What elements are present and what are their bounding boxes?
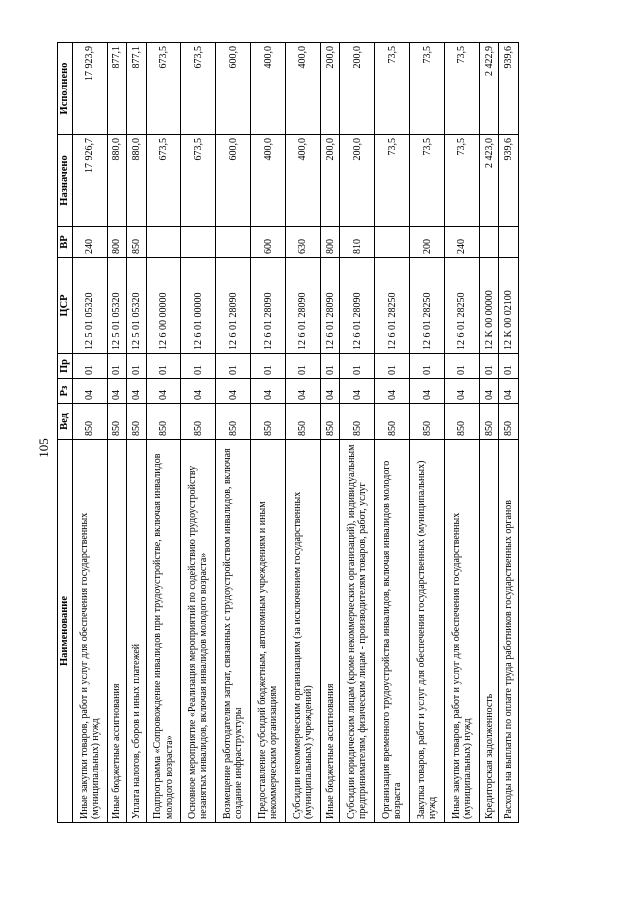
cell-pr: 01 bbox=[107, 354, 126, 379]
cell-executed: 400,0 bbox=[286, 43, 321, 135]
cell-pr: 01 bbox=[445, 354, 480, 379]
cell-assigned: 673,5 bbox=[146, 135, 181, 227]
cell-rz: 04 bbox=[127, 379, 146, 404]
col-header-pr: Пр bbox=[58, 354, 73, 379]
cell-name: Предоставление субсидий бюджетным, автономным учреждениям и иным некоммерческим организациям bbox=[251, 440, 286, 823]
cell-assigned: 600,0 bbox=[216, 135, 251, 227]
cell-name: Возмещение работодателям затрат, связанных с трудоустройством инвалидов, включая создание инфраструктуры bbox=[216, 440, 251, 823]
cell-assigned: 400,0 bbox=[251, 135, 286, 227]
cell-name: Уплата налогов, сборов и иных платежей bbox=[127, 440, 146, 823]
cell-pr: 01 bbox=[181, 354, 216, 379]
table-row bbox=[146, 43, 181, 823]
cell-ved: 850 bbox=[479, 404, 498, 440]
cell-ved: 850 bbox=[320, 404, 339, 440]
cell-ved: 850 bbox=[251, 404, 286, 440]
table-row bbox=[320, 43, 339, 823]
cell-assigned: 73,5 bbox=[410, 135, 445, 227]
col-header-vr: ВР bbox=[58, 227, 73, 258]
cell-vr: 240 bbox=[445, 227, 480, 258]
cell-ved: 850 bbox=[216, 404, 251, 440]
cell-pr: 01 bbox=[410, 354, 445, 379]
cell-vr bbox=[479, 227, 498, 258]
cell-executed: 73,5 bbox=[445, 43, 480, 135]
table-row bbox=[375, 43, 410, 823]
cell-executed: 877,1 bbox=[107, 43, 126, 135]
cell-assigned: 200,0 bbox=[340, 135, 375, 227]
cell-executed: 673,5 bbox=[181, 43, 216, 135]
table-header-row bbox=[58, 43, 73, 823]
col-header-ved: Вед bbox=[58, 404, 73, 440]
cell-pr: 01 bbox=[251, 354, 286, 379]
cell-vr bbox=[216, 227, 251, 258]
col-header-rz: Рз bbox=[58, 379, 73, 404]
cell-name: Организация временного трудоустройства инвалидов, включая инвалидов молодого возраста bbox=[375, 440, 410, 823]
cell-csr: 12 6 01 28090 bbox=[251, 258, 286, 354]
cell-ved: 850 bbox=[181, 404, 216, 440]
col-header-name: Наименование bbox=[58, 440, 73, 823]
cell-name: Субсидии юридическим лицам (кроме некоммерческих организаций), индивидуальным предпринимателям, физическим лицам - производителям товаров, работ, услуг bbox=[340, 440, 375, 823]
cell-pr: 01 bbox=[146, 354, 181, 379]
cell-csr: 12 6 01 28090 bbox=[286, 258, 321, 354]
table-row bbox=[251, 43, 286, 823]
cell-pr: 01 bbox=[127, 354, 146, 379]
cell-vr: 200 bbox=[410, 227, 445, 258]
cell-pr: 01 bbox=[479, 354, 498, 379]
cell-ved: 850 bbox=[499, 404, 519, 440]
cell-executed: 73,5 bbox=[375, 43, 410, 135]
cell-ved: 850 bbox=[72, 404, 107, 440]
cell-pr: 01 bbox=[320, 354, 339, 379]
cell-rz: 04 bbox=[146, 379, 181, 404]
cell-csr: 12 5 01 05320 bbox=[127, 258, 146, 354]
cell-vr bbox=[375, 227, 410, 258]
cell-ved: 850 bbox=[127, 404, 146, 440]
cell-csr: 12 6 00 00000 bbox=[146, 258, 181, 354]
cell-name: Иные бюджетные ассигнования bbox=[320, 440, 339, 823]
cell-executed: 939,6 bbox=[499, 43, 519, 135]
cell-name: Основное мероприятие «Реализация мероприятий по содействию трудоустройству незанятых инвалидов, включая инвалидов молодого возраста» bbox=[181, 440, 216, 823]
table-row bbox=[410, 43, 445, 823]
table-row bbox=[181, 43, 216, 823]
cell-assigned: 73,5 bbox=[445, 135, 480, 227]
cell-name: Иные закупки товаров, работ и услуг для обеспечения государственных (муниципальных) нужд bbox=[72, 440, 107, 823]
cell-rz: 04 bbox=[216, 379, 251, 404]
cell-assigned: 73,5 bbox=[375, 135, 410, 227]
cell-assigned: 200,0 bbox=[320, 135, 339, 227]
cell-ved: 850 bbox=[410, 404, 445, 440]
cell-name: Закупка товаров, работ и услуг для обеспечения государственных (муниципальных) нужд bbox=[410, 440, 445, 823]
page-number: 105 bbox=[35, 438, 51, 458]
cell-csr: 12 6 01 00000 bbox=[181, 258, 216, 354]
cell-rz: 04 bbox=[181, 379, 216, 404]
col-header-executed: Исполнено bbox=[58, 43, 73, 135]
cell-rz: 04 bbox=[375, 379, 410, 404]
cell-vr bbox=[181, 227, 216, 258]
cell-name: Подпрограмма «Сопровождение инвалидов при трудоустройстве, включая инвалидов молодого возраста» bbox=[146, 440, 181, 823]
cell-rz: 04 bbox=[107, 379, 126, 404]
cell-rz: 04 bbox=[479, 379, 498, 404]
cell-assigned: 939,6 bbox=[499, 135, 519, 227]
cell-csr: 12 K 00 00000 bbox=[479, 258, 498, 354]
cell-name: Иные закупки товаров, работ и услуг для обеспечения государственных (муниципальных) нужд bbox=[445, 440, 480, 823]
cell-rz: 04 bbox=[320, 379, 339, 404]
cell-ved: 850 bbox=[146, 404, 181, 440]
cell-executed: 877,1 bbox=[127, 43, 146, 135]
cell-vr: 850 bbox=[127, 227, 146, 258]
table-row bbox=[340, 43, 375, 823]
table-row bbox=[127, 43, 146, 823]
cell-pr: 01 bbox=[499, 354, 519, 379]
table-row bbox=[107, 43, 126, 823]
cell-name: Кредиторская задолженность bbox=[479, 440, 498, 823]
cell-executed: 200,0 bbox=[320, 43, 339, 135]
cell-rz: 04 bbox=[445, 379, 480, 404]
cell-rz: 04 bbox=[286, 379, 321, 404]
cell-ved: 850 bbox=[107, 404, 126, 440]
cell-vr: 600 bbox=[251, 227, 286, 258]
cell-executed: 2 422,9 bbox=[479, 43, 498, 135]
cell-pr: 01 bbox=[340, 354, 375, 379]
cell-name: Иные бюджетные ассигнования bbox=[107, 440, 126, 823]
table-row bbox=[216, 43, 251, 823]
cell-ved: 850 bbox=[375, 404, 410, 440]
cell-assigned: 673,5 bbox=[181, 135, 216, 227]
budget-table bbox=[57, 42, 519, 823]
cell-pr: 01 bbox=[286, 354, 321, 379]
cell-vr: 630 bbox=[286, 227, 321, 258]
col-header-assigned: Назначено bbox=[58, 135, 73, 227]
cell-vr: 810 bbox=[340, 227, 375, 258]
cell-name: Расходы на выплаты по оплате труда работников государственных органов bbox=[499, 440, 519, 823]
cell-assigned: 2 423,0 bbox=[479, 135, 498, 227]
cell-vr: 240 bbox=[72, 227, 107, 258]
col-header-csr: ЦСР bbox=[58, 258, 73, 354]
cell-csr: 12 6 01 28090 bbox=[216, 258, 251, 354]
cell-csr: 12 6 01 28250 bbox=[445, 258, 480, 354]
cell-assigned: 400,0 bbox=[286, 135, 321, 227]
cell-vr: 800 bbox=[320, 227, 339, 258]
rotated-table-container bbox=[57, 43, 519, 823]
cell-vr bbox=[146, 227, 181, 258]
cell-rz: 04 bbox=[340, 379, 375, 404]
cell-rz: 04 bbox=[251, 379, 286, 404]
table-row bbox=[72, 43, 107, 823]
cell-executed: 200,0 bbox=[340, 43, 375, 135]
cell-executed: 73,5 bbox=[410, 43, 445, 135]
cell-csr: 12 6 01 28250 bbox=[410, 258, 445, 354]
table-row bbox=[479, 43, 498, 823]
table-row bbox=[445, 43, 480, 823]
cell-assigned: 880,0 bbox=[127, 135, 146, 227]
cell-pr: 01 bbox=[375, 354, 410, 379]
cell-pr: 01 bbox=[216, 354, 251, 379]
cell-vr bbox=[499, 227, 519, 258]
cell-pr: 01 bbox=[72, 354, 107, 379]
cell-csr: 12 5 01 05320 bbox=[72, 258, 107, 354]
cell-executed: 600,0 bbox=[216, 43, 251, 135]
cell-ved: 850 bbox=[286, 404, 321, 440]
cell-executed: 673,5 bbox=[146, 43, 181, 135]
cell-rz: 04 bbox=[72, 379, 107, 404]
table-row bbox=[499, 43, 519, 823]
cell-csr: 12 6 01 28090 bbox=[340, 258, 375, 354]
table-row bbox=[286, 43, 321, 823]
cell-csr: 12 5 01 05320 bbox=[107, 258, 126, 354]
cell-ved: 850 bbox=[340, 404, 375, 440]
cell-vr: 800 bbox=[107, 227, 126, 258]
cell-assigned: 880,0 bbox=[107, 135, 126, 227]
cell-rz: 04 bbox=[410, 379, 445, 404]
cell-rz: 04 bbox=[499, 379, 519, 404]
cell-csr: 12 6 01 28250 bbox=[375, 258, 410, 354]
cell-assigned: 17 926,7 bbox=[72, 135, 107, 227]
cell-csr: 12 6 01 28090 bbox=[320, 258, 339, 354]
cell-executed: 400,0 bbox=[251, 43, 286, 135]
cell-csr: 12 K 00 02100 bbox=[499, 258, 519, 354]
cell-executed: 17 923,9 bbox=[72, 43, 107, 135]
cell-name: Субсидии некоммерческим организациям (за исключением государственных (муниципальных) учреждений) bbox=[286, 440, 321, 823]
cell-ved: 850 bbox=[445, 404, 480, 440]
